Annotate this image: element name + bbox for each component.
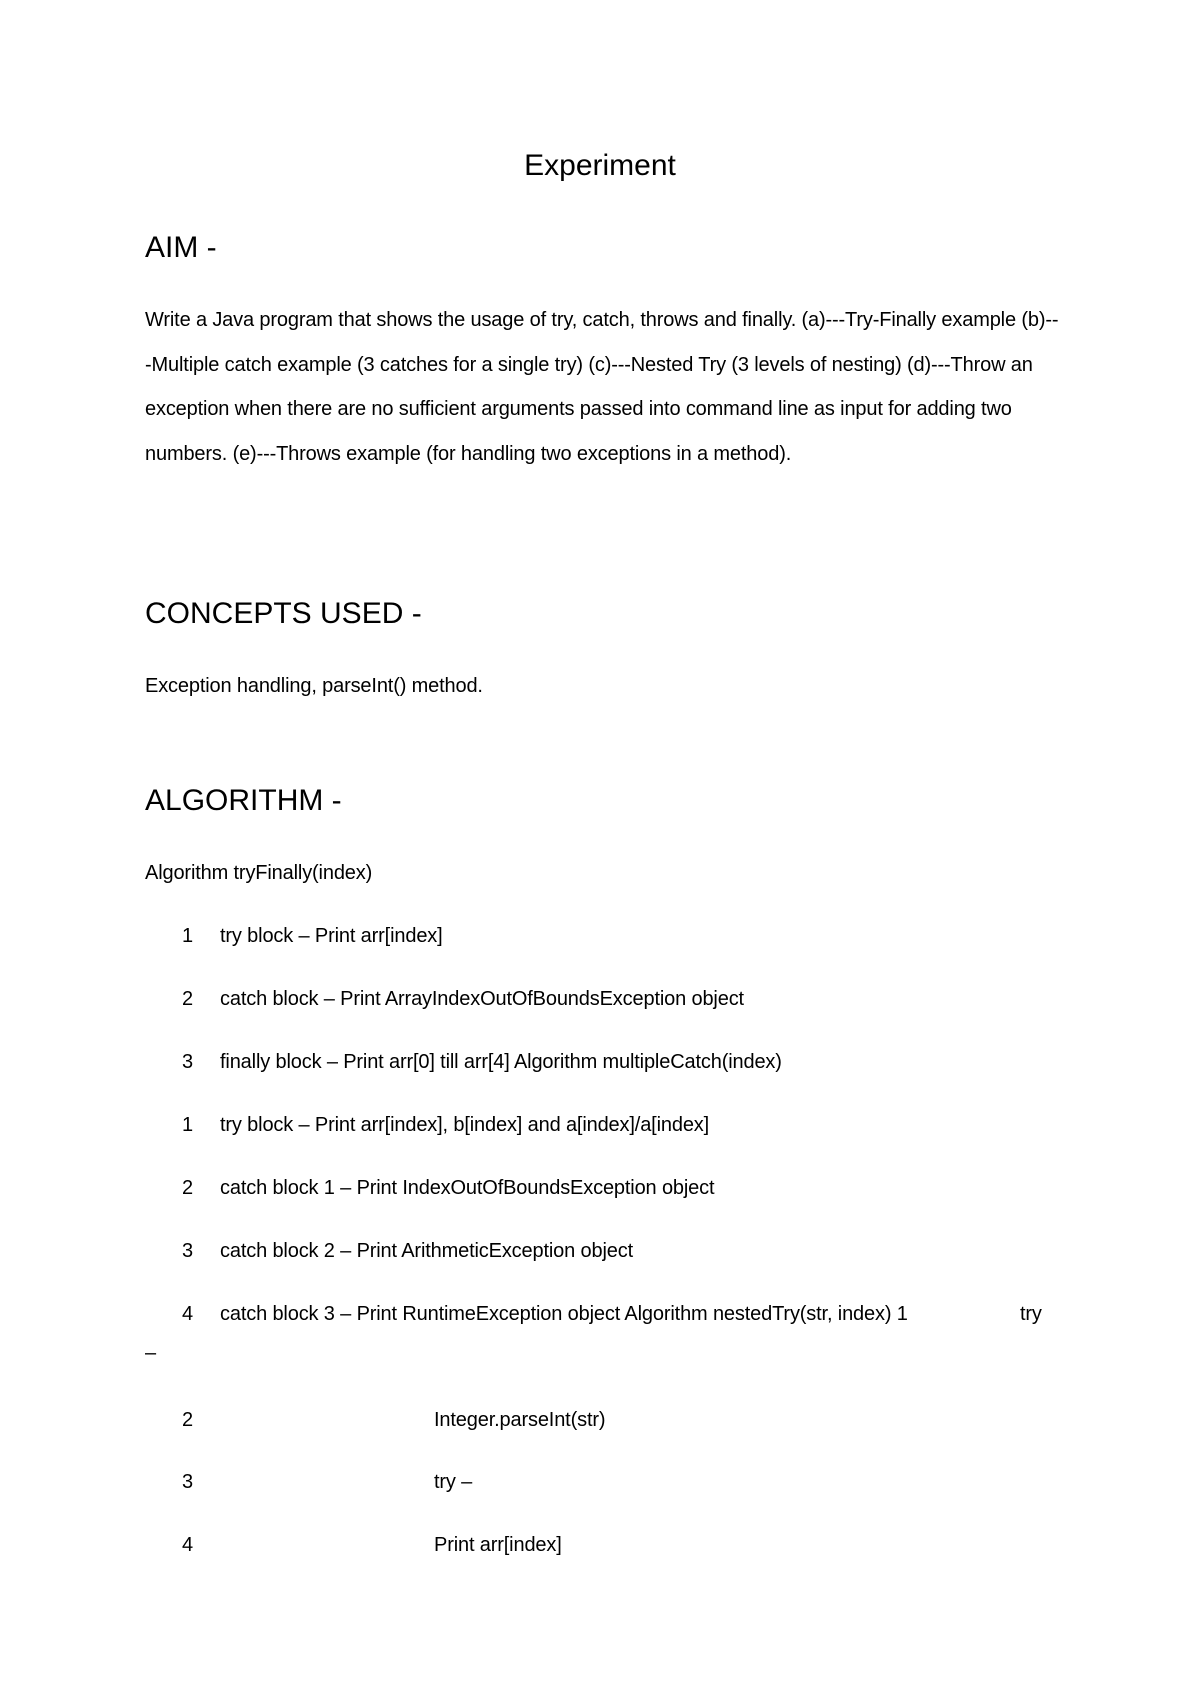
- step-number: 2: [182, 1409, 193, 1431]
- step-text: Integer.parseInt(str): [434, 1409, 606, 1431]
- step-number: 3: [182, 1051, 193, 1073]
- step-number: 2: [182, 988, 193, 1010]
- step-number: 1: [182, 925, 193, 947]
- step-text: catch block – Print ArrayIndexOutOfBoundsException object: [220, 988, 744, 1010]
- step-number: 2: [182, 1177, 193, 1199]
- step-number: 1: [182, 1114, 193, 1136]
- algorithm-heading: ALGORITHM -: [145, 784, 342, 817]
- wrapped-dash: –: [145, 1342, 157, 1364]
- step-number: 3: [182, 1240, 193, 1262]
- step-text: try block – Print arr[index]: [220, 925, 443, 947]
- step-text: Print arr[index]: [434, 1534, 562, 1556]
- concepts-text: Exception handling, parseInt() method.: [145, 675, 483, 697]
- algorithm-intro: Algorithm tryFinally(index): [145, 862, 373, 884]
- step-number: 4: [182, 1303, 193, 1325]
- page-title: Experiment: [524, 149, 676, 182]
- step-text: catch block 3 – Print RuntimeException object Algorithm nestedTry(str, index) 1: [220, 1303, 908, 1325]
- step-number: 4: [182, 1534, 193, 1556]
- aim-text: Write a Java program that shows the usage of try, catch, throws and finally. (a)---Try-Finally example (b)---Multiple catch example (3 catches for a single try) (c)---Nested Try (3 levels of nesting) (d)---Throw an exception when there are no sufficient arguments passed into command line as input for adding two numbers. (e)---Throws example (for handling two exceptions in a method).: [145, 309, 1059, 465]
- concepts-heading: CONCEPTS USED -: [145, 597, 422, 630]
- step-text: catch block 2 – Print ArithmeticException object: [220, 1240, 634, 1262]
- step-text: catch block 1 – Print IndexOutOfBoundsException object: [220, 1177, 715, 1199]
- aim-heading: AIM -: [145, 231, 217, 264]
- step-text: finally block – Print arr[0] till arr[4] Algorithm multipleCatch(index): [220, 1051, 782, 1073]
- step-tail-text: try: [1020, 1303, 1042, 1325]
- step-number: 3: [182, 1471, 193, 1493]
- step-text: try block – Print arr[index], b[index] and a[index]/a[index]: [220, 1114, 710, 1136]
- step-text: try –: [434, 1471, 473, 1493]
